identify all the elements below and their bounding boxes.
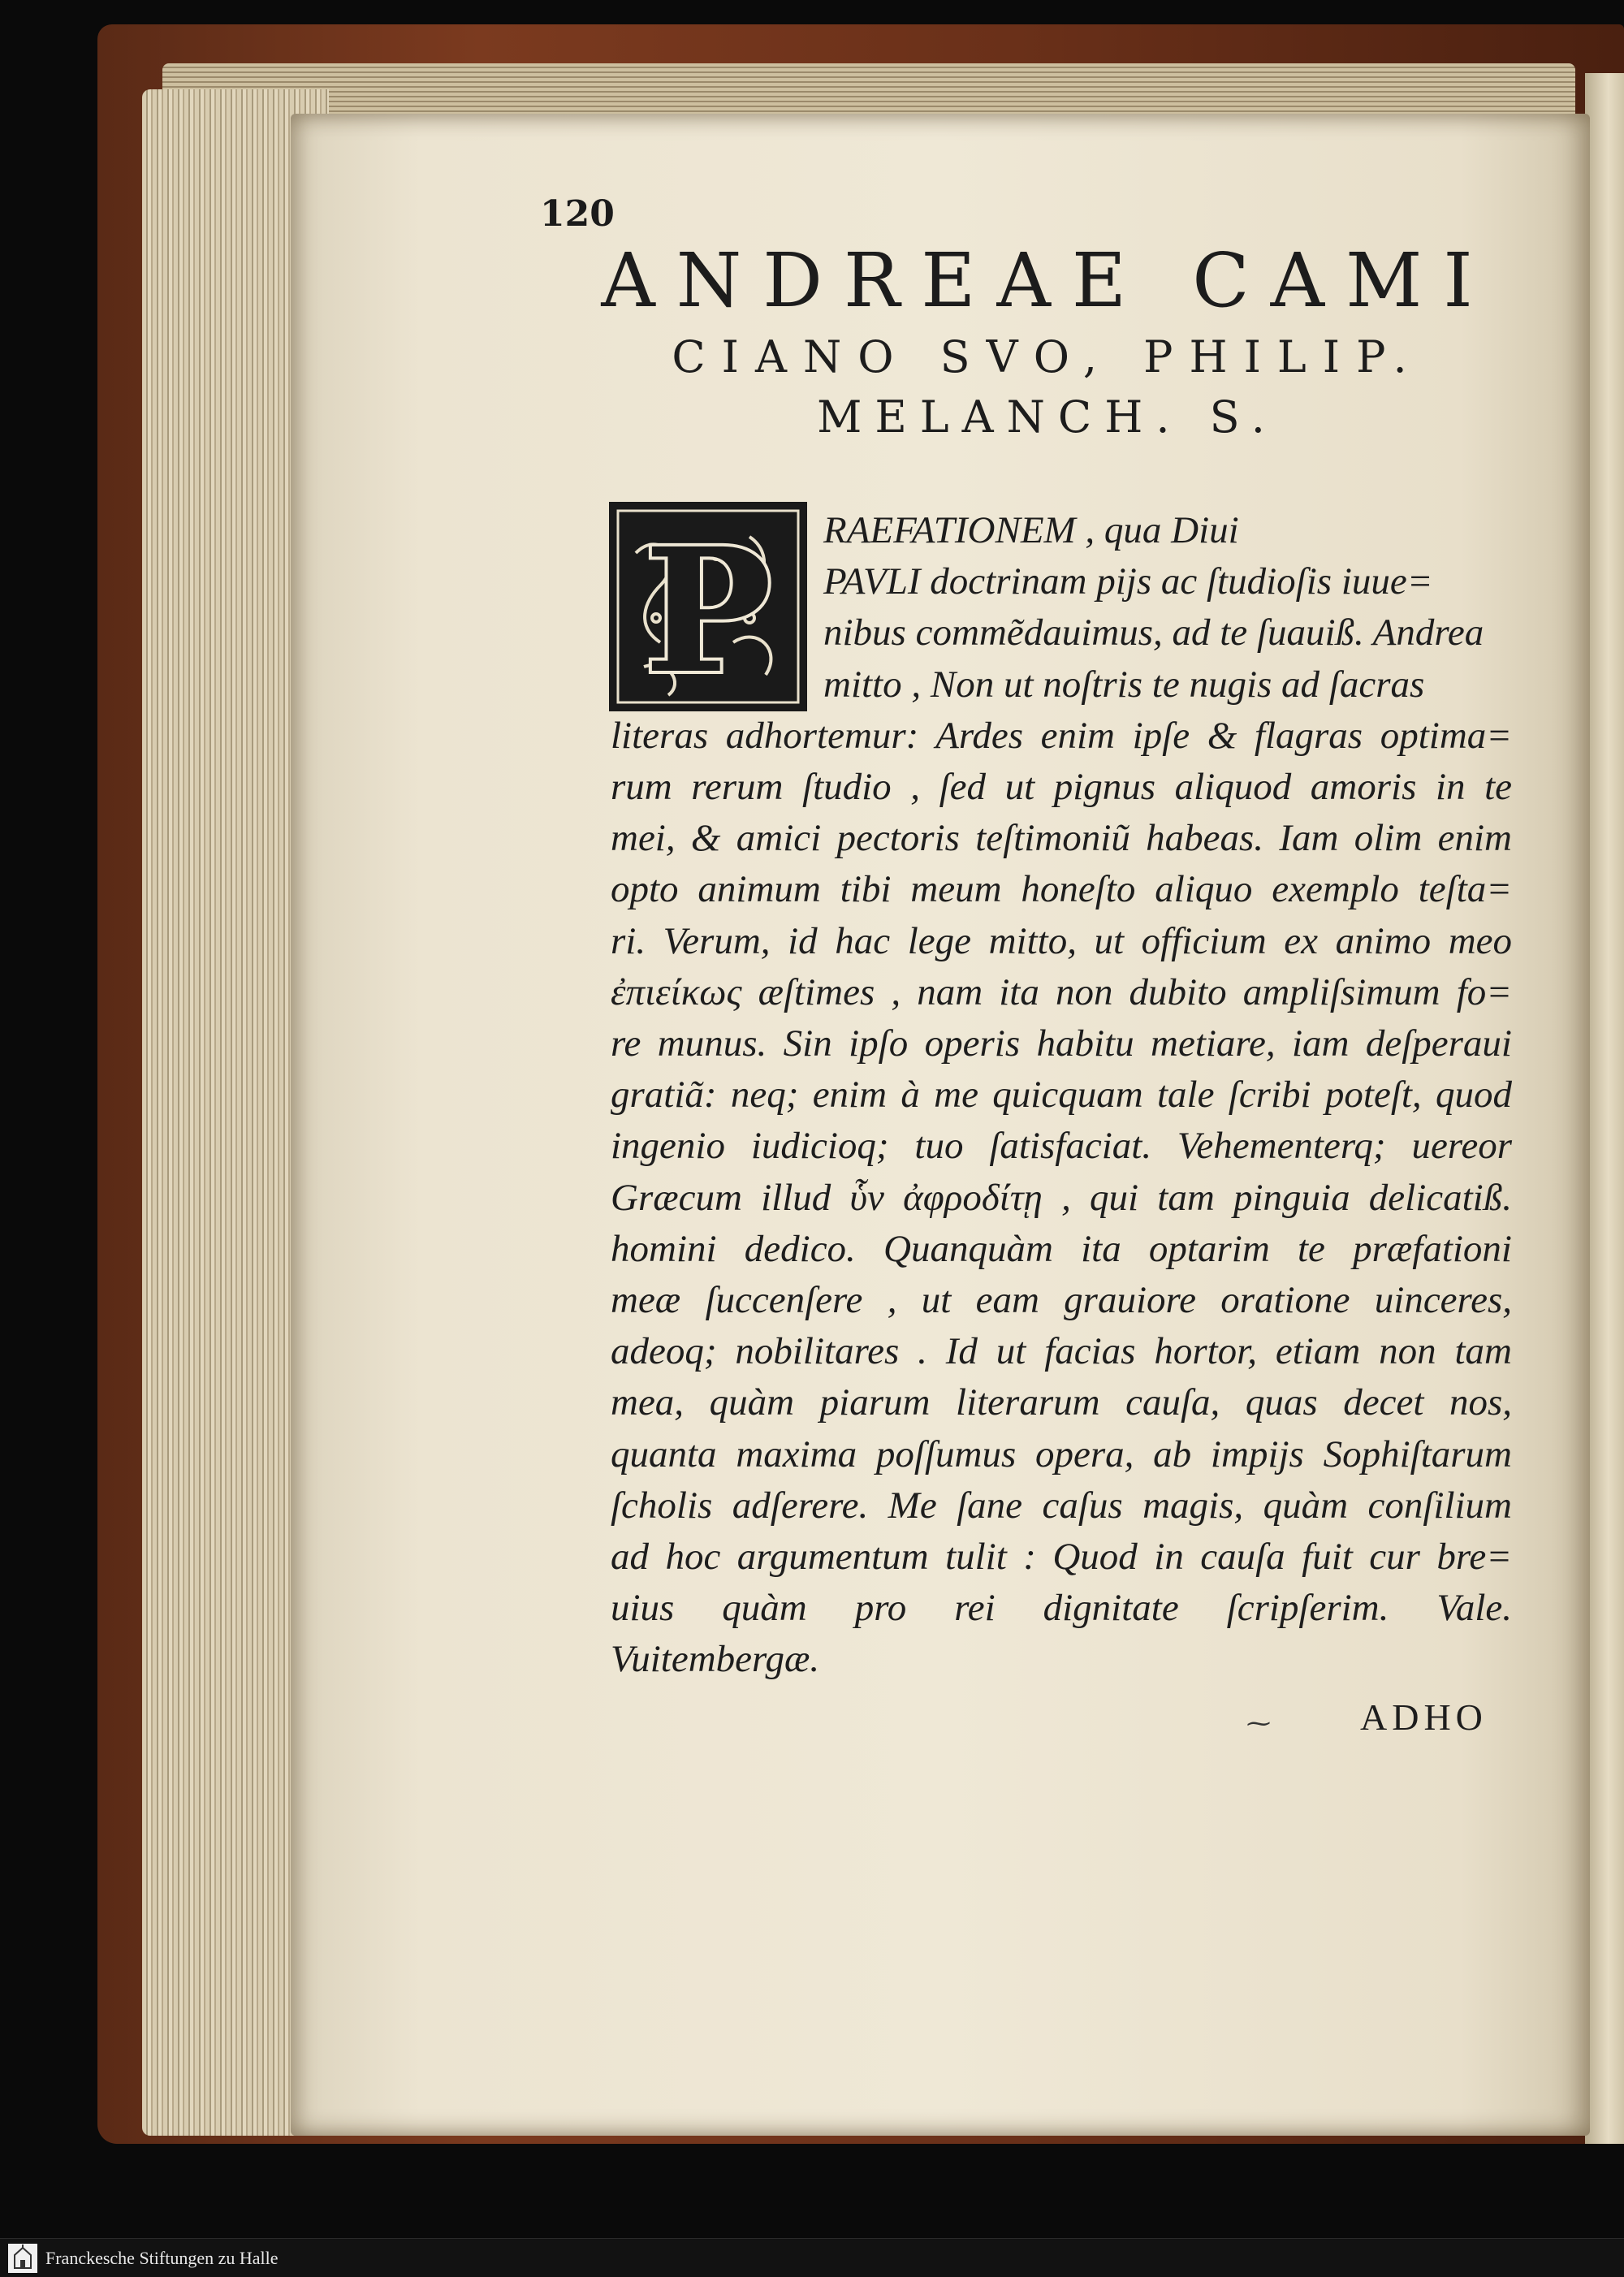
text-line: re munus. Sin ipſo operis habitu metiare, iam deſperaui bbox=[611, 1022, 1512, 1065]
text-line: mei, & amici pectoris teſtimoniũ habeas. Iam olim enim bbox=[611, 817, 1512, 860]
text-line: mitto , Non ut noſtris te nugis ad ſacras bbox=[823, 663, 1425, 706]
text-line: ingenio iudicioq; tuo ſatisfaciat. Vehementerq; uereor bbox=[611, 1125, 1512, 1168]
footer-bar bbox=[0, 2238, 1624, 2277]
text-line: PAVLI doctrinam pijs ac ſtudioſis iuue= bbox=[823, 560, 1433, 603]
text-line: Vuitembergæ. bbox=[611, 1638, 820, 1681]
text-line: gratiã: neq; enim à me quicquam tale ſcribi poteſt, quod bbox=[611, 1074, 1512, 1117]
text-line: opto animum tibi meum honeſto aliquo exemplo teſta= bbox=[611, 868, 1512, 911]
text-line: homini dedico. Quanquàm ita optarim te præfationi bbox=[611, 1227, 1512, 1270]
text-line: quanta maxima poſſumus opera, ab impijs Sophiſtarum bbox=[611, 1432, 1512, 1476]
page-number: 120 bbox=[540, 193, 615, 235]
text-line: mea, quàm piarum literarum cauſa, quas decet nos, bbox=[611, 1381, 1512, 1424]
text-line: RAEFATIONEM , qua Diui bbox=[823, 509, 1239, 551]
text-line: uius quàm pro rei dignitate ſcripſerim. Vale. bbox=[611, 1587, 1512, 1630]
institution-logo-icon[interactable] bbox=[8, 2244, 37, 2273]
text-line: ad hoc argumentum tulit : Quod in cauſa fuit cur bre= bbox=[611, 1536, 1512, 1579]
heading-line-3: MELANCH. S. bbox=[817, 391, 1278, 443]
text-line: adeoq; nobilitares . Id ut facias hortor, etiam non tam bbox=[611, 1330, 1512, 1373]
heading-line-1: ANDREAE CAMI bbox=[601, 237, 1494, 324]
catchword: ADHO bbox=[1360, 1696, 1488, 1738]
text-line: ri. Verum, id hac lege mitto, ut officium ex animo meo bbox=[611, 919, 1512, 962]
heading-line-2: CIANO SVO, PHILIP. bbox=[672, 331, 1423, 382]
text-line: meæ ſuccenſere , ut eam grauiore oratione uinceres, bbox=[611, 1279, 1512, 1322]
ink-mark: ⁓ bbox=[1246, 1709, 1271, 1738]
text-line: literas adhortemur: Ardes enim ipſe & flagras optima= bbox=[611, 714, 1512, 757]
top-page-edges bbox=[162, 63, 1575, 120]
text-line: Græcum illud ὗν ἀφροδίτῃ , qui tam pinguia delicatiß. bbox=[611, 1176, 1512, 1219]
text-line: ἐπιείκως æſtimes , nam ita non dubito ampliſsimum fo= bbox=[611, 970, 1512, 1013]
svg-text:P: P bbox=[644, 511, 772, 709]
institution-link[interactable]: Franckesche Stiftungen zu Halle bbox=[45, 2248, 279, 2268]
text-line: rum rerum ſtudio , ſed ut pignus aliquod amoris in te bbox=[611, 766, 1512, 809]
text-line: nibus commẽdauimus, ad te ſuauiß. Andrea bbox=[823, 611, 1484, 655]
text-line: ſcholis adſerere. Me ſane caſus magis, quàm conſilium bbox=[611, 1484, 1512, 1527]
body-text bbox=[611, 505, 1512, 1686]
facing-page-edge bbox=[1585, 73, 1624, 2144]
